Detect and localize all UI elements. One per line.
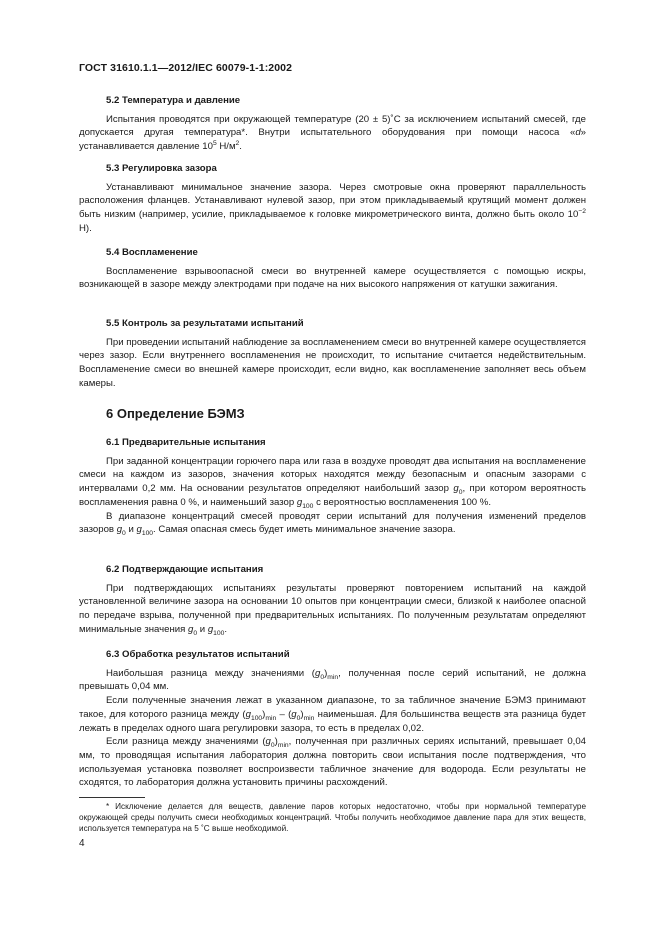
section-5-2 — [79, 94, 586, 154]
footnote: * Исключение делается для веществ, давление паров которых недостаточно, чтобы при нормальной температуре окружающей среды получить смеси необходимых концентраций. Чтобы получить необходимое давление пара для этих веществ, используется температура на 5 ˚С выше необходимой. — [79, 802, 586, 834]
footnote-divider — [79, 797, 145, 798]
paragraph: В диапазоне концентраций смесей проводят серии испытаний для получения изменений пределов зазоров $g_0$ и $g_{100}$. Самая опасная смесь будет иметь минимальное значение зазора. — [79, 510, 586, 538]
section-5-5 — [79, 317, 586, 391]
section-heading: 5.2 Температура и давление — [106, 95, 241, 106]
paragraph: При заданной концентрации горючего пара или газа в воздухе проводят два испытания на воспламенение смеси на каждом из зазоров, значения которых находятся между безопасным и опасным зазорами с интервалами 0,2 мм. На основании результатов определяют наибольший зазор $g_0$, при котором вероятность воспламенения равна 0 %, и наименьший зазор $g_{100}$ с вероятностью воспламенения 100 %. — [79, 455, 586, 510]
section-heading: 6.2 Подтверждающие испытания — [106, 564, 264, 575]
paragraph: При проведении испытаний наблюдение за воспламенением смеси во внутренней камере осуществляется через зазор. Если внутреннего воспламенения не происходит, то испытание считается недействительным. Воспламенение смеси во внешней камере происходит, если видно, как воспламенение заполняет весь объем камеры. — [79, 336, 586, 389]
page-number: 4 — [79, 838, 85, 849]
paragraph: При подтверждающих испытаниях результаты проверяют повторением испытаний на каждой установленной величине зазора на основании 10 опытов при концентрации смеси, близкой к наиболее опасной по передаче взрыва, полученной при предварительных испытаниях. По полученным результатам определяют минимальные значения $g_0$ и $g_{100}$. — [79, 582, 586, 637]
paragraph: Устанавливают минимальное значение зазора. Через смотровые окна проверяют параллельность расположения фланцев. Устанавливают нулевой зазор, при этом прикладываемый крутящий момент должен быть низким (например, усилие, прикладываемое к головке микрометрического винта, должно быть около $10^{-2}$ Н). — [79, 181, 586, 234]
paragraph: Если полученные значения лежат в указанном диапазоне, то за табличное значение БЭМЗ принимают такое, для которого разница между $(g_{100})_{min} - (g_0)_{min}$ наименьшая. Для большинства веществ эта разница будет лежать в пределах одного шага регулировки зазора, то есть в пределах 0,02. — [79, 695, 586, 734]
section-6-3 — [79, 648, 586, 790]
chapter-heading: 6 Определение БЭМЗ — [106, 406, 245, 421]
paragraph: Воспламенение взрывоопасной смеси во внутренней камере осуществляется с помощью искры, возникающей в зазоре между электродами при подаче на них высокого напряжения от катушки зажигания. — [79, 265, 586, 291]
paragraph: Испытания проводятся при окружающей температуре (20 ± 5)˚С за исключением испытаний смесей, где допускается другая температура*. Внутри испытательного оборудования при помощи насоса «d» устанавливается давление $10^5$ $Н/м^2$. — [79, 113, 586, 153]
section-5-4 — [79, 246, 586, 292]
section-5-3 — [79, 162, 586, 236]
section-6 — [79, 407, 586, 421]
section-heading: 5.5 Контроль за результатами испытаний — [106, 318, 304, 329]
section-6-1 — [79, 436, 586, 537]
section-6-2 — [79, 563, 586, 637]
page-header: ГОСТ 31610.1.1—2012/IEC 60079-1-1:2002 — [79, 62, 293, 74]
paragraph: Наибольшая разница между значениями $(g_0)_{min}$, полученная после серий испытаний, не должна превышать 0,04 мм. — [79, 667, 586, 693]
paragraph: Если разница между значениями $(g_0)_{min}$, полученная при различных сериях испытаний, превышает 0,04 мм, то проводящая испытания лаборатория должна повторить свои испытания после подтверждения, что используемая установка позволяет воспроизвести табличное значение для водорода. Если результаты не сходятся, то лаборатория должна установить причины расхождений. — [79, 736, 586, 789]
section-heading: 5.4 Воспламенение — [106, 247, 198, 258]
section-heading: 6.1 Предварительные испытания — [106, 437, 266, 448]
section-heading: 6.3 Обработка результатов испытаний — [106, 649, 290, 660]
section-heading: 5.3 Регулировка зазора — [106, 163, 217, 174]
